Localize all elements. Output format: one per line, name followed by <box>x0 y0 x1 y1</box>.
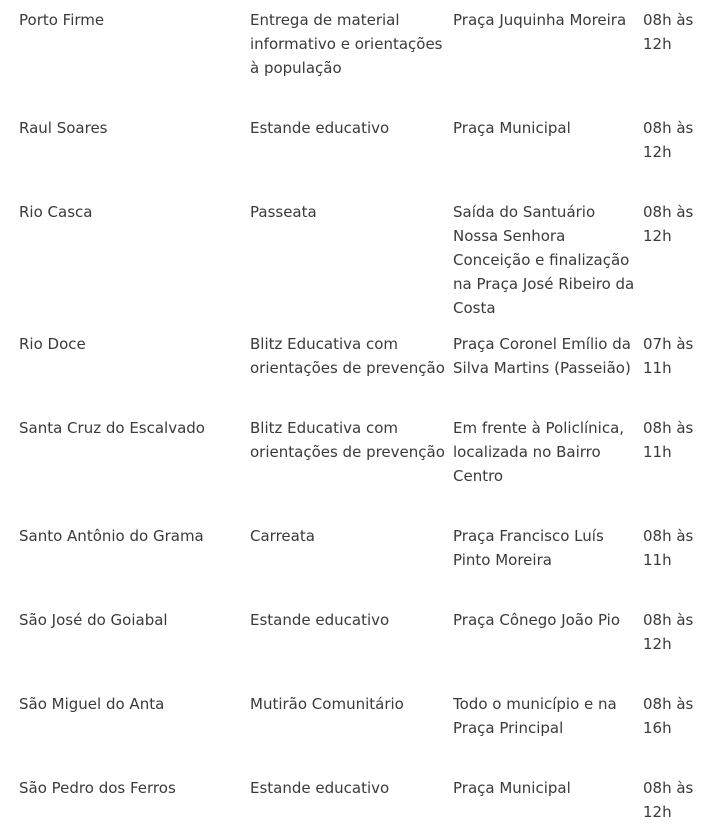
activity-cell: Estande educativo <box>250 779 390 797</box>
time-cell: 07h às 11h <box>643 335 694 377</box>
city-cell: Santo Antônio do Grama <box>19 527 204 545</box>
activity-cell: Blitz Educativa com orientações de prevenção <box>250 419 445 461</box>
place-cell: Praça Municipal <box>453 119 571 137</box>
city-cell: Raul Soares <box>19 119 108 137</box>
time-cell: 08h às 11h <box>643 527 694 569</box>
place-cell: Praça Cônego João Pio <box>453 611 620 629</box>
place-cell: Todo o município e na Praça Principal <box>453 695 617 737</box>
city-cell: São José do Goiabal <box>19 611 168 629</box>
activity-cell: Entrega de material informativo e orientações à população <box>250 11 443 77</box>
place-cell: Praça Coronel Emílio da Silva Martins (Passeião) <box>453 335 631 377</box>
activity-cell: Mutirão Comunitário <box>250 695 404 713</box>
time-cell: 08h às 12h <box>643 203 694 245</box>
activity-cell: Blitz Educativa com orientações de prevenção <box>250 335 445 377</box>
time-cell: 08h às 12h <box>643 611 694 653</box>
time-cell: 08h às 12h <box>643 11 694 53</box>
place-cell: Em frente à Policlínica, localizada no Bairro Centro <box>453 419 625 485</box>
place-cell: Saída do Santuário Nossa Senhora Conceição e finalização na Praça José Ribeiro da Costa <box>453 203 635 317</box>
activity-cell: Carreata <box>250 527 315 545</box>
city-cell: São Miguel do Anta <box>19 695 165 713</box>
activity-cell: Estande educativo <box>250 611 390 629</box>
time-cell: 08h às 16h <box>643 695 694 737</box>
city-cell: Rio Doce <box>19 335 86 353</box>
time-cell: 08h às 11h <box>643 419 694 461</box>
time-cell: 08h às 12h <box>643 779 694 821</box>
activity-cell: Passeata <box>250 203 317 221</box>
place-cell: Praça Francisco Luís Pinto Moreira <box>453 527 604 569</box>
time-cell: 08h às 12h <box>643 119 694 161</box>
activity-cell: Estande educativo <box>250 119 390 137</box>
city-cell: Santa Cruz do Escalvado <box>19 419 205 437</box>
city-cell: Porto Firme <box>19 11 105 29</box>
place-cell: Praça Juquinha Moreira <box>453 11 627 29</box>
city-cell: Rio Casca <box>19 203 93 221</box>
place-cell: Praça Municipal <box>453 779 571 797</box>
city-cell: São Pedro dos Ferros <box>19 779 176 797</box>
